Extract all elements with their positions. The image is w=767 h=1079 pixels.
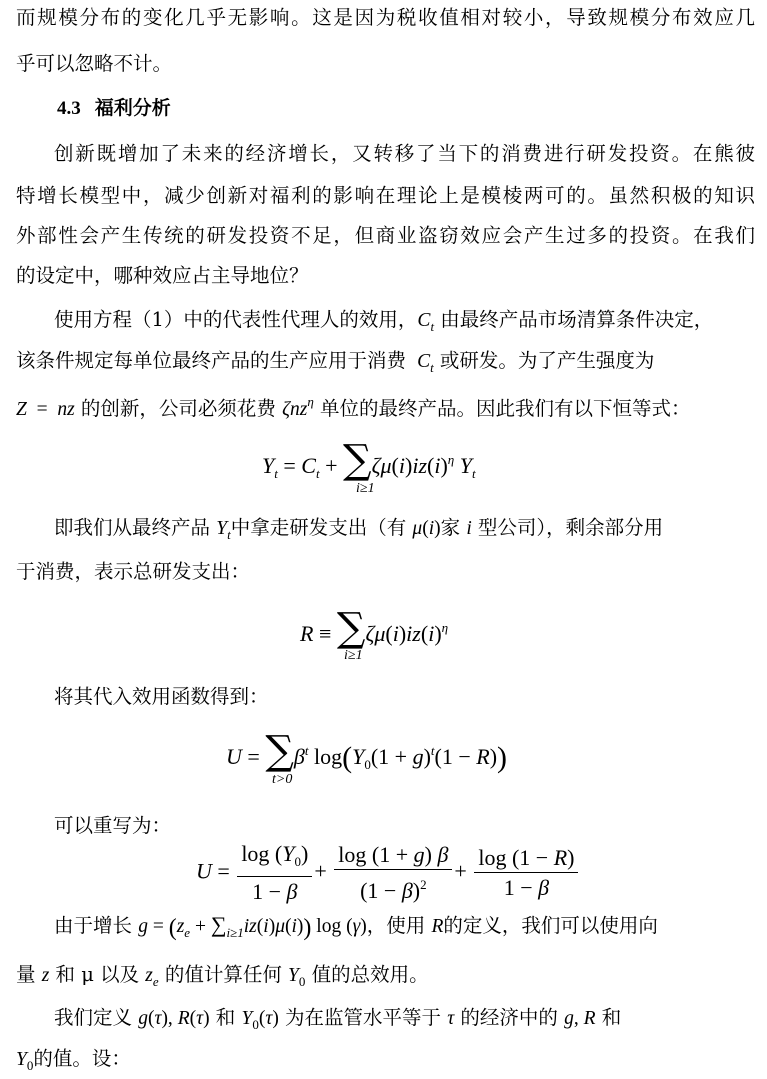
text-line: 特增长模型中，减少创新对福利的影响在理论上是模棱两可的。虽然积极的知识 xyxy=(16,184,755,207)
equation-utility-rewritten: U = $\frac{\log (Y_0)}{1 - \beta}$ + $\frac{\log (1 + g) \beta}{(1 - \beta)^2}$ + $\frac{\log (1 - R)}{1 - \beta}$ xyxy=(196,840,580,907)
text-line: $Y_0$的值。设： xyxy=(16,1047,131,1073)
sum-limit: t>0 xyxy=(272,772,293,787)
text-line: 的设定中，哪种效应占主导地位？ xyxy=(16,264,309,287)
text-line: 外部性会产生传统的研发投资不足，但商业盗窃效应会产生过多的投资。在我们 xyxy=(16,224,755,247)
text-line: 可以重写为： xyxy=(54,814,172,837)
section-title: 福利分析 xyxy=(94,97,171,119)
text-line: 于消费，表示总研发支出： xyxy=(16,560,251,583)
text-line: 即我们从最终产品 $Y_t$中拿走研发支出（有 μ(i)家 i 型公司），剩余部分用 xyxy=(54,516,664,542)
text-line: 创新既增加了未来的经济增长，又转移了当下的消费进行研发投资。在熊彼 xyxy=(54,142,755,165)
text-line: 由于增长 $g = (z_e + \sum_{i\ge 1}iz(i)\mu(i))$ log (γ)，使用 R的定义，我们可以使用向 xyxy=(54,912,658,941)
text-line: 而规模分布的变化几乎无影响。这是因为税收值相对较小，导致规模分布效应几 xyxy=(16,6,755,29)
text-line: Z = nz 的创新，公司必须花费 ζnz$^\eta$ 单位的最终产品。因此我们有以下恒等式： xyxy=(16,394,691,420)
text-line: 我们定义 g(τ), R(τ) 和 $Y_0(\tau)$ 为在监管水平等于 τ 的经济中的 g, R 和 xyxy=(54,1006,622,1032)
equation-utility: $U = \sum\beta^t$ $\log(Y_0(1 + g)^t(1 - R))$ xyxy=(226,728,508,774)
sum-limit: i≥1 xyxy=(344,648,363,663)
text-line: 量 z 和 μ 以及 $z_e$ 的值计算任何 $Y_0$ 值的总效用。 xyxy=(16,963,429,989)
sum-limit: i≥1 xyxy=(356,481,375,496)
text-line: 将其代入效用函数得到： xyxy=(54,685,269,708)
section-number: 4.3 xyxy=(57,98,81,119)
text-line: 乎可以忽略不计。 xyxy=(16,52,173,75)
text-line: 该条件规定每单位最终产品的生产应用于消费 $C_t$ 或研发。为了产生强度为 xyxy=(16,349,655,375)
equation-resource-constraint: $Y_t = C_t + \sum\zeta\mu(i)iz(i)^\eta$ $Y_t$ xyxy=(262,437,476,483)
equation-rd-spending: $R \equiv \sum\zeta\mu(i)iz(i)^\eta$ xyxy=(300,605,449,651)
section-heading xyxy=(57,95,755,122)
text-line: 使用方程（1）中的代表性代理人的效用，$C_t$ 由最终产品市场清算条件决定， xyxy=(54,308,714,334)
